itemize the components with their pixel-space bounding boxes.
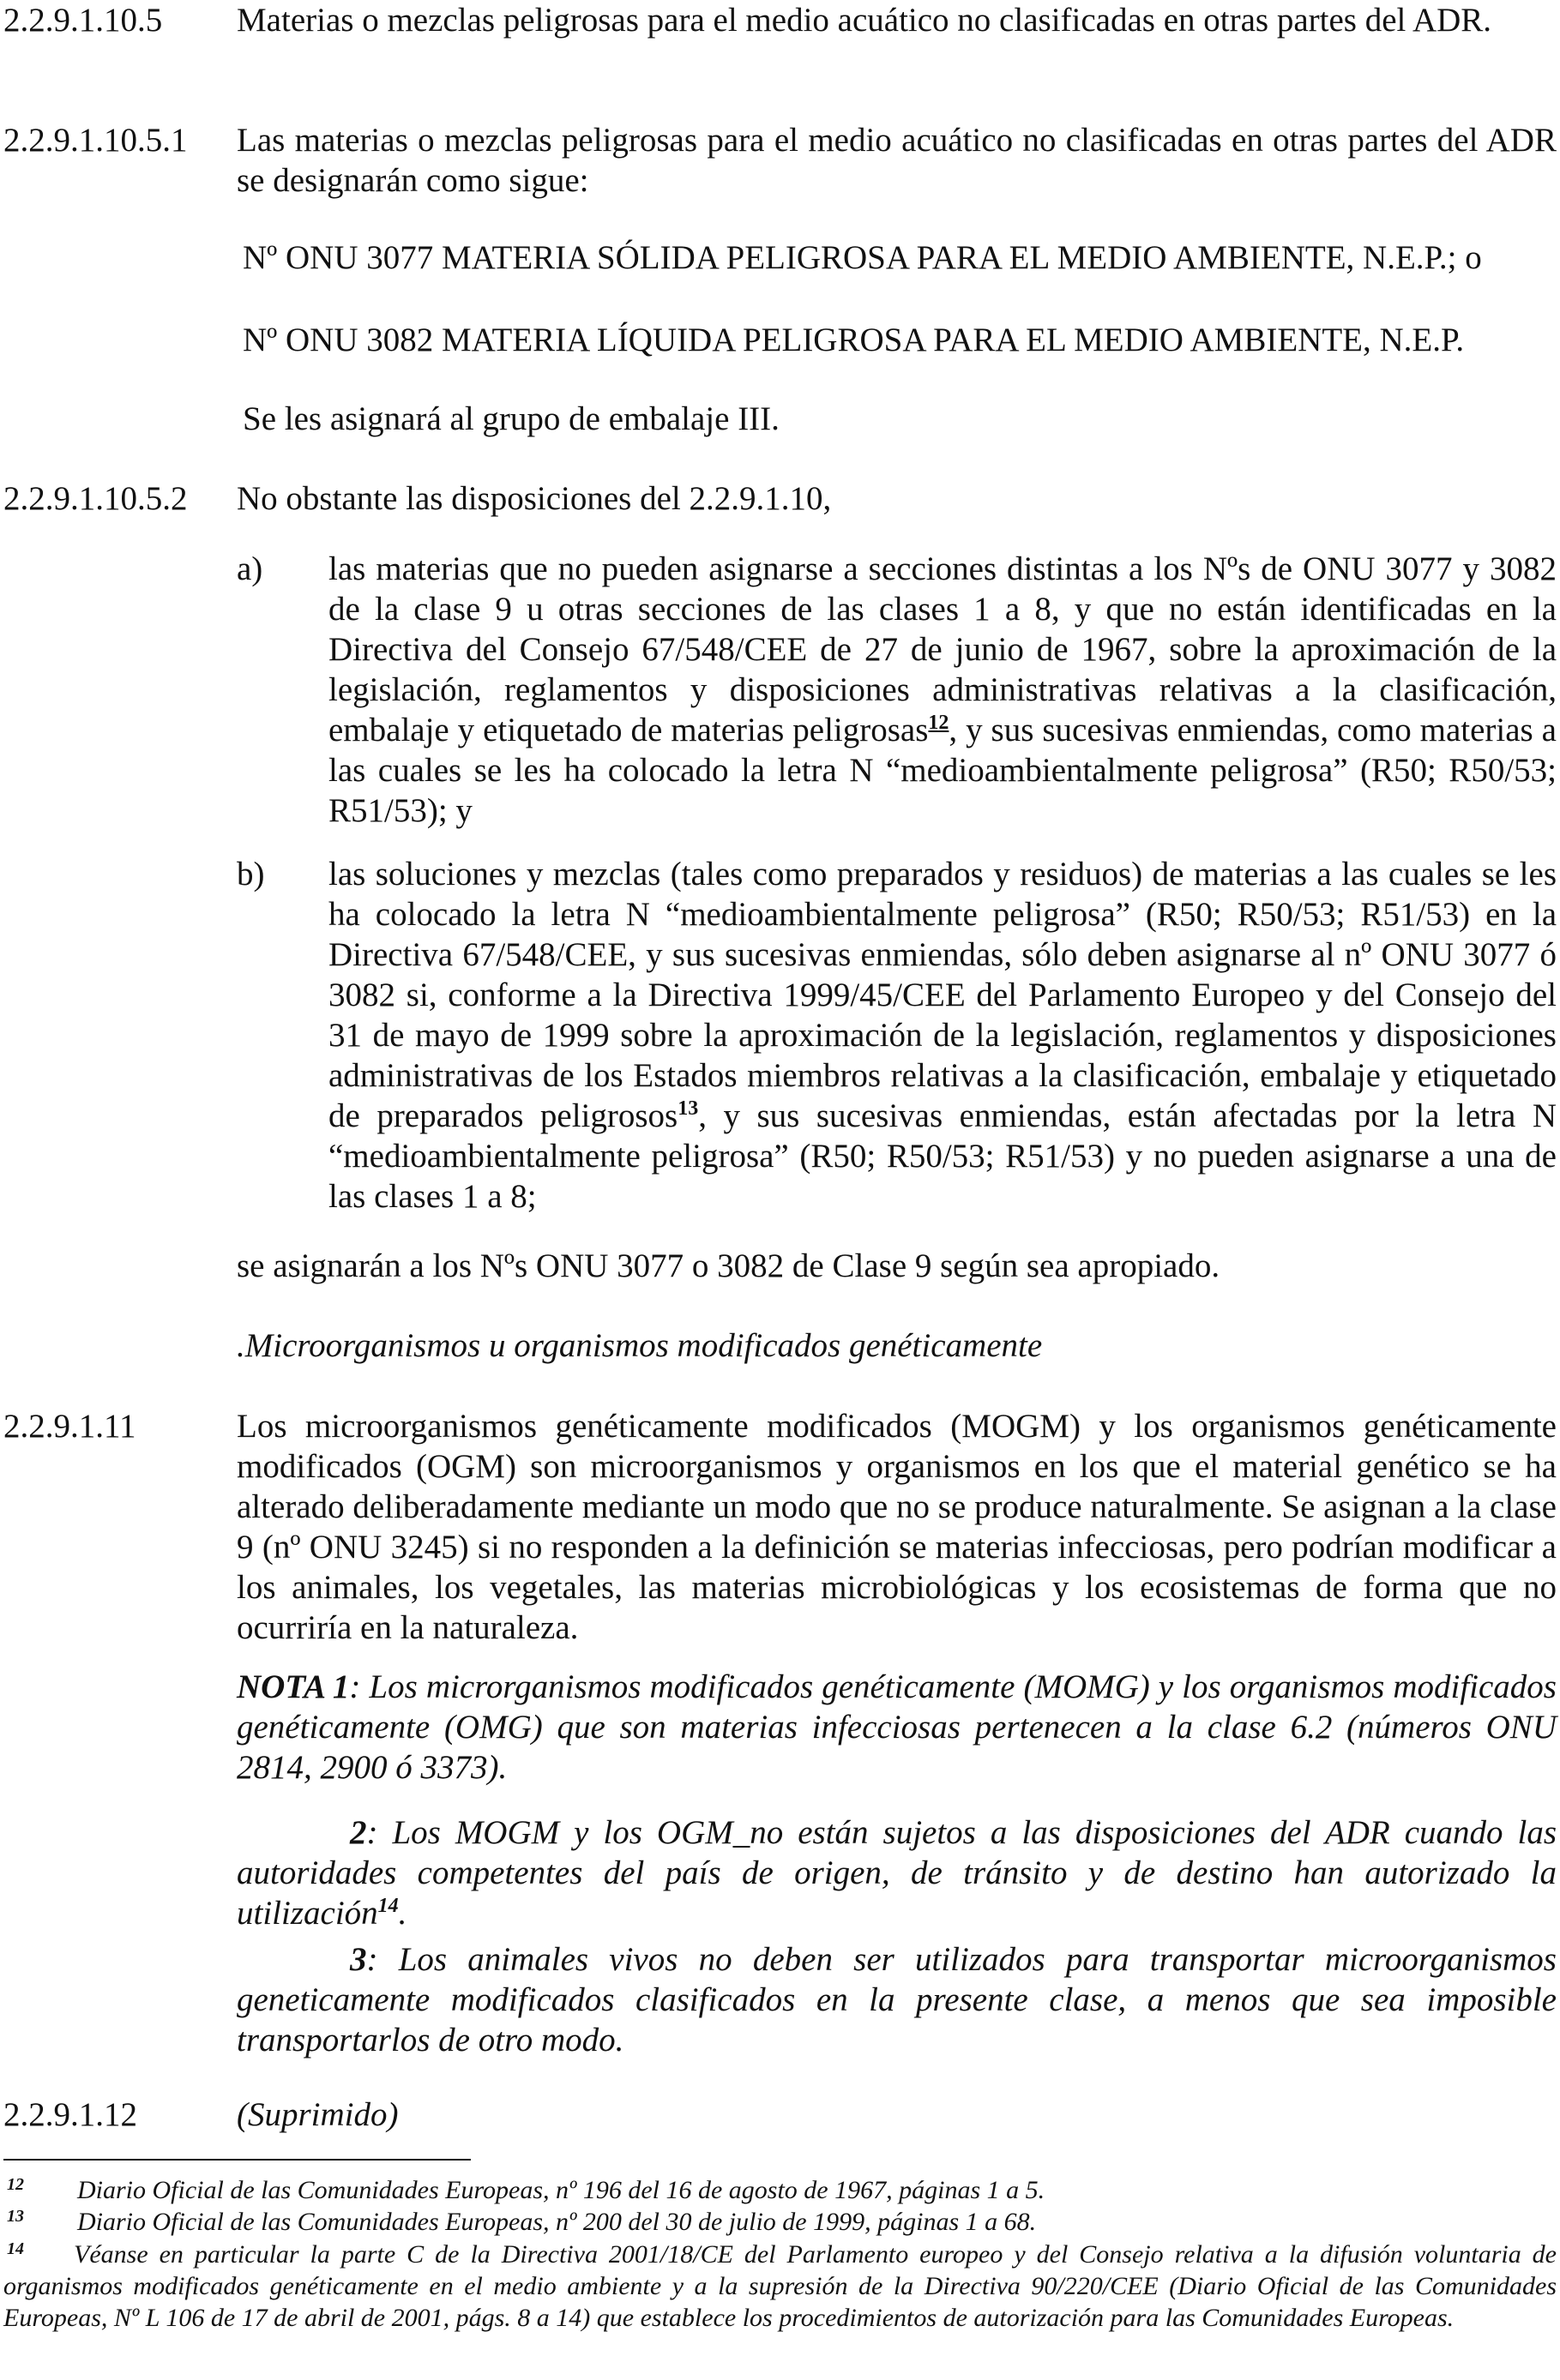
note-1: NOTA 1: Los microrganismos modificados genéticamente (MOMG) y los organismos modificados genéticamente (OMG) que son materias infecciosas pertenecen a la clase 6.2 (números ONU 2814, 2900 ó 3373). <box>237 1668 1557 1786</box>
section-number: 2.2.9.1.10.5 <box>3 2 163 39</box>
section-number: 2.2.9.1.11 <box>3 1408 136 1445</box>
packing-group-line: Se les asignará al grupo de embalaje III. <box>243 400 780 437</box>
un-3082-line: Nº ONU 3082 MATERIA LÍQUIDA PELIGROSA PARA EL MEDIO AMBIENTE, N.E.P. <box>243 322 1465 358</box>
footnote-ref-12[interactable]: 12 <box>928 712 949 734</box>
section-number: 2.2.9.1.10.5.2 <box>3 480 188 517</box>
list-text: las materias que no pueden asignarse a secciones distintas a los Nºs de ONU 3077 y 3082 de la clase 9 u otras secciones de las clases 1 a 8, y que no están identificadas en la Directiva del Consejo 67/548/CEE de 27 de junio de 1967, sobre la aproximación de la legislación, reglamentos y disposiciones administrativas relativas a la clasificación, embalaje y etiquetado de materias peligrosas$^{12}$, y sus sucesivas enmiendas, como materias a las cuales se les ha colocado la letra N “medioambientalmente peligrosa” (R50; R50/53; R51/53); y <box>328 550 1557 829</box>
footnote-13 <box>3 2206 1557 2238</box>
footnote-text: Diario Oficial de las Comunidades Europeas, nº 200 del 30 de julio de 1999, páginas 1 a 68. <box>77 2208 1037 2236</box>
footnote-text: Véanse en particular la parte C de la Directiva 2001/18/CE del Parlamento europeo y del Consejo relativa a la difusión voluntaria de organismos modificados genéticamente en el medio ambiente y a la supresión de la Directiva 90/220/CEE (Diario Oficial de las Comunidades Europeas, Nº L 106 de 17 de abril de 2001, págs. 8 a 14) que establece los procedimientos de autorización para las Comunidades Europeas. <box>3 2240 1557 2332</box>
footnote-mark: 14 <box>7 2239 24 2258</box>
note-label: NOTA 1 <box>237 1668 350 1705</box>
note-label: 2 <box>350 1814 367 1851</box>
list-label: b) <box>237 856 265 892</box>
section-text: Las materias o mezclas peligrosas para el medio acuático no clasificadas en otras partes del ADR se designarán como sigue: <box>237 122 1557 199</box>
section-number: 2.2.9.1.12 <box>3 2096 137 2133</box>
footnote-12 <box>3 2174 1557 2206</box>
section-number: 2.2.9.1.10.5.1 <box>3 122 188 159</box>
section-text: No obstante las disposiciones del 2.2.9.1.10, <box>237 480 832 517</box>
note-3: 3: Los animales vivos no deben ser utilizados para transportar microorganismos geneticamente modificados clasificados en la presente clase, a menos que sea imposible transportarlos de otro modo. <box>237 1941 1557 2058</box>
closing-text: se asignarán a los Nºs ONU 3077 o 3082 de Clase 9 según sea apropiado. <box>237 1247 1220 1284</box>
note-2: 2: Los MOGM y los OGM_no están sujetos a las disposiciones del ADR cuando las autoridades competentes del país de origen, de tránsito y de destino han autorizado la utilización$^{14}$. <box>237 1814 1557 1932</box>
footnote-ref-13[interactable]: 13 <box>678 1097 699 1120</box>
subheading-microorganisms: .Microorganismos u organismos modificados genéticamente <box>237 1327 1043 1364</box>
section-title: Materias o mezclas peligrosas para el medio acuático no clasificadas en otras partes del ADR. <box>237 2 1492 39</box>
list-label: a) <box>237 550 263 587</box>
note-label: 3 <box>350 1941 367 1978</box>
footnote-text: Diario Oficial de las Comunidades Europeas, nº 196 del 16 de agosto de 1967, páginas 1 a 5. <box>77 2176 1045 2204</box>
footnote-mark: 13 <box>7 2207 24 2226</box>
section-text: (Suprimido) <box>237 2096 399 2133</box>
footnote-mark: 12 <box>7 2175 24 2194</box>
footnote-separator <box>3 2159 471 2161</box>
footnote-14 <box>3 2239 1557 2334</box>
list-text: las soluciones y mezclas (tales como preparados y residuos) de materias a las cuales se les ha colocado la letra N “medioambientalmente peligrosa” (R50; R50/53; R51/53) en la Directiva 67/548/CEE, y sus sucesivas enmiendas, sólo deben asignarse al nº ONU 3077 ó 3082 si, conforme a la Directiva 1999/45/CEE del Parlamento Europeo y del Consejo del 31 de mayo de 1999 sobre la aproximación de la legislación, reglamentos y disposiciones administrativas de los Estados miembros relativas a la clasificación, embalaje y etiquetado de preparados peligrosos$^{13}$, y sus sucesivas enmiendas, están afectadas por la letra N “medioambientalmente peligrosa” (R50; R50/53; R51/53) y no pueden asignarse a una de las clases 1 a 8; <box>328 856 1557 1215</box>
section-text: Los microorganismos genéticamente modificados (MOGM) y los organismos genéticamente modificados (OGM) son microorganismos y organismos en los que el material genético se ha alterado deliberadamente mediante un modo que no se produce naturalmente. Se asignan a la clase 9 (nº ONU 3245) si no responden a la definición se materias infecciosas, pero podrían modificar a los animales, los vegetales, las materias microbiológicas y los ecosistemas de forma que no ocurriría en la naturaleza. <box>237 1408 1557 1646</box>
un-3077-line: Nº ONU 3077 MATERIA SÓLIDA PELIGROSA PARA EL MEDIO AMBIENTE, N.E.P.; o <box>243 239 1482 276</box>
footnote-ref-14[interactable]: 14 <box>377 1895 399 1917</box>
